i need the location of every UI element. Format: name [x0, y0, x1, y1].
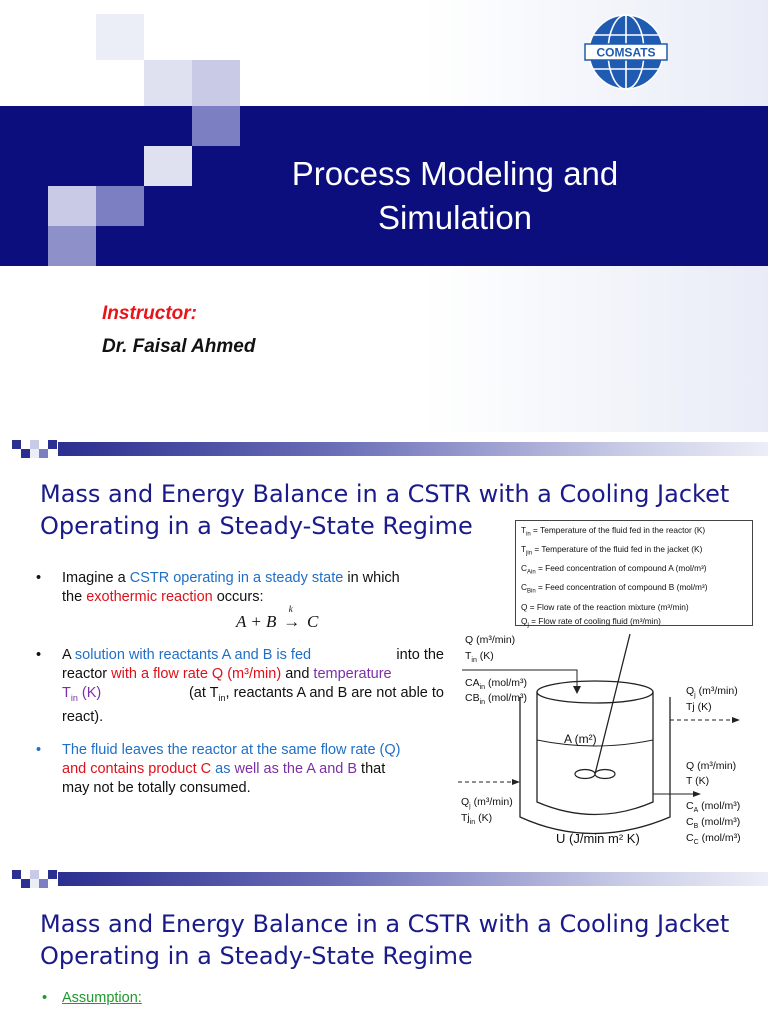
subscript: j: [527, 622, 529, 629]
title-slide: [0, 0, 768, 432]
deco-square: [144, 146, 192, 186]
bullet-icon: •: [36, 647, 42, 663]
text-run: and: [281, 666, 314, 682]
legend-text: Q = Flow rate of the reaction mixture (m³/min): [521, 601, 689, 612]
subscript: B: [693, 823, 699, 831]
eq-reactants: A + B: [236, 612, 277, 631]
vessel-body: [537, 692, 653, 815]
bullet-assumption: [36, 989, 336, 1011]
deco-square: [0, 146, 48, 186]
text-run: CSTR operating in a steady state: [129, 570, 344, 586]
label-cb-in: [465, 692, 527, 709]
text-run: in which: [343, 570, 400, 586]
label-q-in: Q (m³/min): [465, 634, 516, 646]
text-run: into the: [396, 647, 444, 663]
legend-text: = Temperature of the fluid fed in the reactor (K): [530, 525, 706, 535]
title-line: Process Modeling and: [291, 155, 619, 192]
label-tj-in: [461, 812, 492, 829]
slide-title-line: Operating in a Steady-State Regime: [40, 512, 473, 540]
text-run: (K): [476, 650, 494, 662]
slide-title: [40, 908, 729, 972]
deco-square: [48, 226, 96, 266]
text-line: [62, 760, 444, 779]
deco-square: [192, 60, 240, 106]
subscript: in: [479, 684, 486, 692]
stirrer-shaft: [595, 634, 630, 774]
text-line: may not be totally consumed.: [62, 780, 251, 796]
slide-title-line: Mass and Energy Balance in a CSTR with a Cooling Jacket: [40, 480, 730, 508]
text-run: , reactants A and B are not able to: [225, 685, 444, 701]
subscript: Bin: [527, 589, 536, 596]
slide-title-line: Mass and Energy Balance in a CSTR with a Cooling Jacket: [40, 910, 730, 938]
text-run: that: [357, 761, 386, 777]
label-tj-out: Tj (K): [686, 701, 712, 713]
label-cc-out: [686, 832, 741, 849]
bullet-cstr: [36, 569, 436, 609]
text-run: (mol/m³): [698, 832, 741, 844]
label-t-in: [465, 650, 494, 667]
text-run: the: [62, 589, 87, 605]
instructor-label: Instructor:: [102, 303, 197, 324]
text-run: Tj: [461, 812, 470, 824]
subscript: in: [469, 819, 476, 827]
text-line: [62, 684, 444, 708]
eq-arrow-glyph: →: [283, 612, 301, 631]
text-run: A: [62, 647, 75, 663]
text-run: (mol/m³): [698, 816, 741, 828]
variable-legend: [515, 520, 753, 629]
bullet-icon: •: [36, 570, 42, 586]
text-run: (mol/m³): [485, 692, 528, 704]
text-run: Imagine a: [62, 570, 130, 586]
bullet-icon: •: [42, 990, 48, 1006]
legend-row: $T_{jin}$ = Temperature of the fluid fed in the jacket (K): [521, 544, 703, 557]
eq-product: C: [306, 612, 319, 631]
presentation-title: [270, 152, 640, 240]
deco-square: [96, 186, 144, 226]
subscript: C: [693, 839, 699, 847]
legend-row: $C_{Bin}$ = Feed concentration of compound B (mol/m³): [521, 582, 708, 596]
instructor-name: Dr. Faisal Ahmed: [102, 336, 256, 357]
text-run: C: [686, 832, 694, 844]
text-run: (m³/min): [470, 796, 513, 808]
label-qj-out: [686, 685, 738, 702]
text-run: C: [686, 800, 694, 812]
label-cb-out: [686, 816, 740, 833]
assumption-heading: Assumption:: [62, 990, 142, 1006]
text-run: reactor: [62, 666, 112, 682]
deco-square: [192, 106, 240, 146]
text-run: T: [465, 650, 472, 662]
subscript: j: [694, 692, 696, 700]
text-run: occurs:: [212, 589, 264, 605]
text-line: react).: [62, 708, 104, 725]
legend-row: [521, 600, 747, 615]
text-run: Q: [686, 685, 695, 697]
slide-header-bar: [0, 440, 768, 460]
impeller-blade: [595, 770, 615, 779]
label-area: A (m²): [564, 732, 597, 746]
subscript: in: [479, 699, 486, 707]
text-line: [62, 646, 444, 665]
text-run: as: [211, 761, 235, 777]
text-run: CB: [465, 692, 480, 704]
label-u: U (J/min m² K): [556, 831, 640, 846]
reaction-equation: [236, 604, 319, 632]
text-run: well as the A and B: [234, 761, 358, 777]
subscript: in: [70, 692, 78, 703]
bullet-icon: •: [36, 742, 42, 758]
bullet-text: [62, 646, 444, 727]
impeller-blade: [575, 770, 595, 779]
text-run: (K): [475, 812, 493, 824]
title-line: Simulation: [377, 199, 533, 236]
legend-text: = Flow rate of cooling fluid (m³/min): [528, 616, 661, 627]
label-qj-in: [461, 796, 513, 813]
legend-text: = Temperature of the fluid fed in the jacket (K): [532, 544, 703, 555]
text-line: [62, 665, 444, 684]
slide-title-line: Operating in a Steady-State Regime: [40, 942, 473, 970]
subscript: j: [469, 803, 471, 811]
label-q-out: Q (m³/min): [686, 760, 737, 772]
vessel-top: [537, 681, 653, 703]
comsats-logo: [581, 13, 671, 91]
eq-arrow: [281, 604, 303, 632]
deco-square: [48, 186, 96, 226]
legend-text: = Feed concentration of compound A (mol/m³): [535, 563, 707, 574]
text-run: [62, 646, 311, 665]
deco-square: [96, 14, 144, 60]
slide-header-bar: [0, 870, 768, 890]
bullet-text: [62, 569, 400, 607]
label-t-out: T (K): [686, 775, 710, 787]
text-line: The fluid leaves the reactor at the same flow rate (Q): [62, 742, 401, 758]
deco-square: [144, 60, 192, 106]
text-run: [189, 684, 444, 708]
text-run: and contains product C: [62, 761, 212, 777]
legend-row: $Q_j$ = Flow rate of cooling fluid (m³/min): [521, 616, 661, 629]
bullet-feed: [36, 646, 446, 726]
bullet-text: [62, 741, 444, 798]
bullet-outlet: [36, 741, 446, 801]
text-run: temperature: [313, 666, 392, 682]
subscript: Ain: [527, 569, 536, 576]
subscript: in: [218, 692, 226, 703]
text-run: [62, 684, 101, 708]
eq-k: k: [288, 604, 293, 614]
legend-row: $C_{Ain}$ = Feed concentration of compound A (mol/m³): [521, 563, 707, 576]
jacket-shell: [520, 697, 670, 834]
text-run: (mol/m³): [698, 800, 741, 812]
text-run: (K): [77, 685, 102, 701]
text-run: (m³/min): [695, 685, 738, 697]
subscript: in: [471, 657, 477, 665]
subscript: A: [693, 807, 699, 815]
label-ca-out: [686, 800, 740, 817]
text-run: solution with reactants A and B is fed: [74, 647, 312, 663]
text-run: C: [686, 816, 694, 828]
text-run: (mol/m³): [485, 677, 528, 689]
text-run: CA: [465, 677, 480, 689]
subscript: jin: [526, 550, 533, 557]
legend-row: $T_{in}$ = Temperature of the fluid fed in the reactor (K): [521, 525, 706, 538]
logo-text: COMSATS: [596, 45, 656, 60]
legend-text: = Feed concentration of compound B (mol/m³): [535, 582, 708, 593]
text-run: (at T: [188, 685, 219, 701]
subscript: in: [526, 531, 531, 538]
text-run: with a flow rate Q (m³/min): [111, 666, 282, 682]
text-run: Q: [461, 796, 470, 808]
text-run: exothermic reaction: [86, 589, 213, 605]
text-run: T: [62, 685, 71, 701]
